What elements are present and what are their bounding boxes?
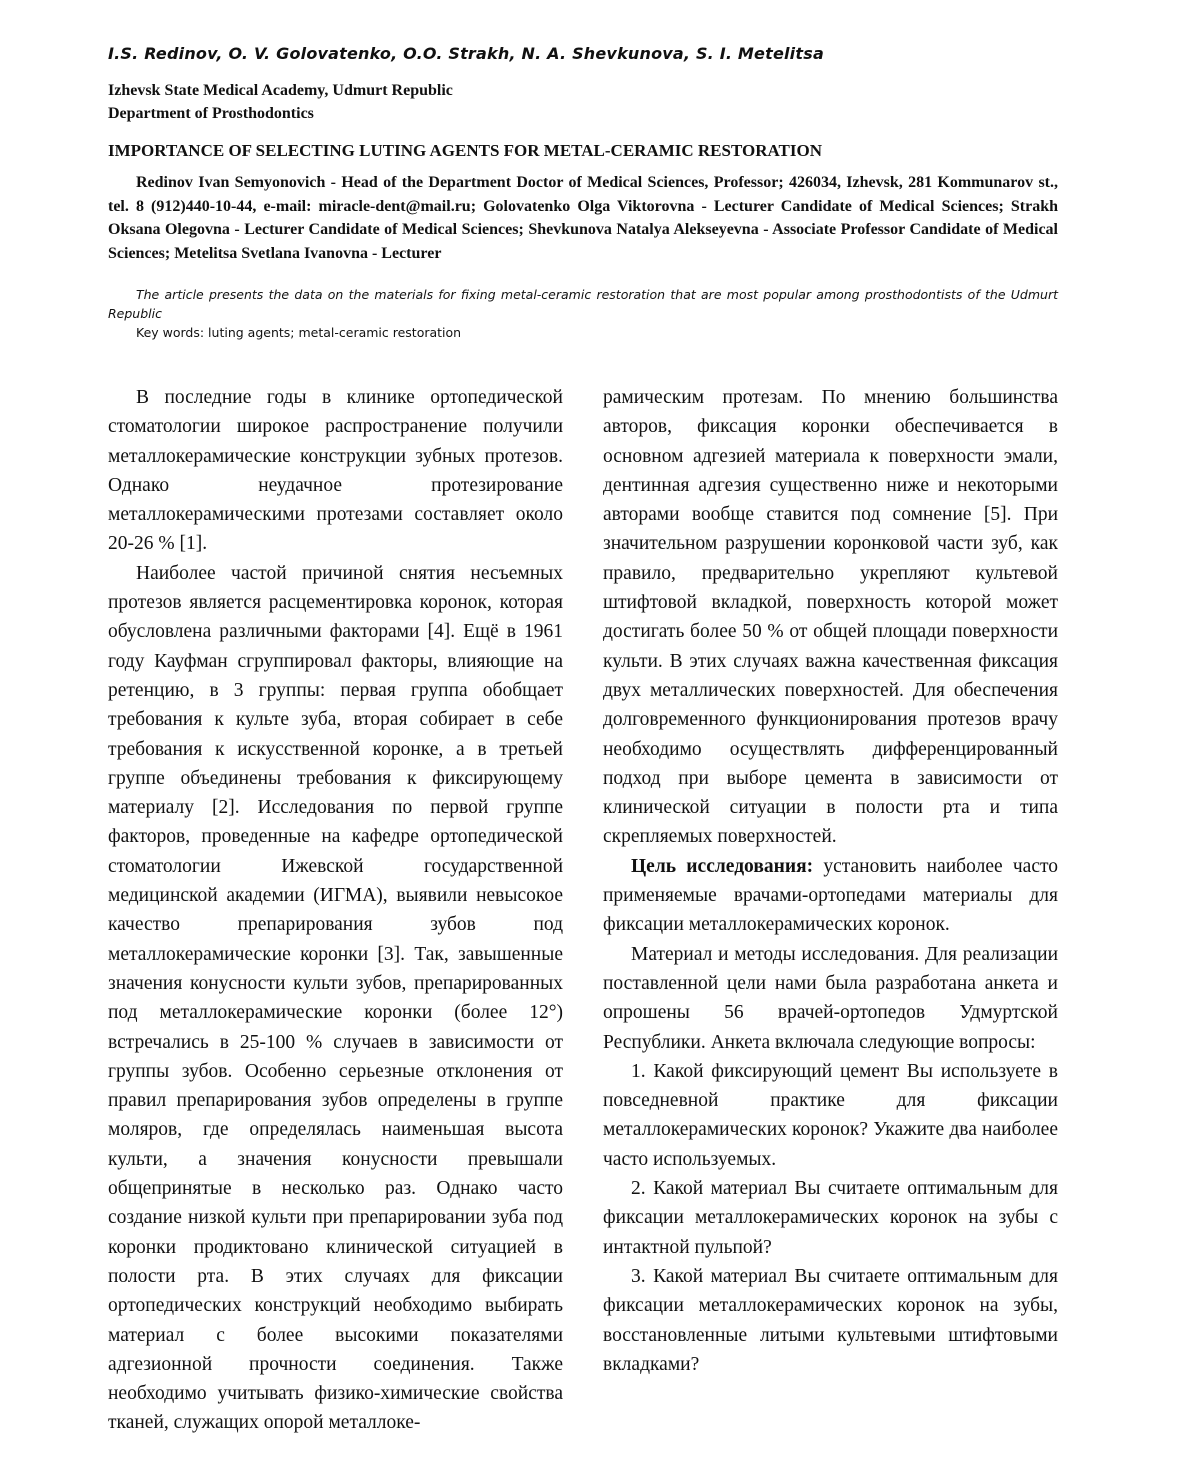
aim-label: Цель исследования: bbox=[631, 855, 814, 877]
aim-paragraph bbox=[603, 852, 1058, 940]
list-item: 2. Какой материал Вы считаете оптимальным для фиксации металлокерамических коронок на зубы с интактной пульпой? bbox=[603, 1178, 1058, 1258]
abstract: The article presents the data on the materials for fixing metal-ceramic restoration that are most popular among prosthodontists of the Udmurt Republic bbox=[108, 287, 1058, 321]
right-column bbox=[603, 383, 1058, 1438]
paragraph: Наиболее частой причиной снятия несъемных протезов является расцементировка коронок, которая обусловлена различными факторами [4]. Ещё в 1961 году Кауфман сгруппировал факторы, влияющие на ретенцию, в 3 группы: первая группа обобщает требования к культе зуба, вторая собирает в себе требования к искусственной коронке, а в третьей группе объединены требования к фиксирующему материалу [2]. Исследования по первой группе факторов, проведенные на кафедре ортопедической стоматологии Ижевской государственной медицинской академии (ИГМА), выявили невысокое качество препарирования зубов под металлокерамические коронки [3]. Так, завышенные значения конусности культи зубов, препарированных под металлокерамические коронки (более 12°) встречались в 25-100 % случаев в зависимости от группы зубов. Особенно серьезные отклонения от правил препарирования зубов определены в группе моляров, где определялась наименьшая высота культи, а значения конусности превышали общепринятые в несколько раз. Однако часто создание низкой культи при препарировании зуба под коронки продиктовано клинической ситуацией в полости рта. В этих случаях для фиксации ортопедических конструкций необходимо выбирать материал с более высокими показателями адгезионной прочности соединения. Также необходимо учитывать физико-химические свойства тканей, служащих опорой металлоке- bbox=[108, 562, 563, 1434]
aim-text: установить наиболее часто применяемые врачами-ортопедами материалы для фиксации металлокерамических коронок. bbox=[603, 855, 1058, 936]
article-header bbox=[108, 44, 1058, 342]
paragraph: Материал и методы исследования. Для реализации поставленной цели нами была разработана анкета и опрошены 56 врачей-ортопедов Удмуртской Республики. Анкета включала следующие вопросы: bbox=[603, 943, 1058, 1053]
paragraph: В последние годы в клинике ортопедической стоматологии широкое распространение получили металлокерамические конструкции зубных протезов. Однако неудачное протезирование металлокерамическими протезами составляет около 20-26 % [1]. bbox=[108, 387, 563, 555]
author-info: Redinov Ivan Semyonovich - Head of the Department Doctor of Medical Sciences, Professor; 426034, Izhevsk, 281 Kommunarov st., tel. 8 (912)440-10-44, e-mail: miracle-dent@mail.ru; Golovatenko Olga Viktorovna - Lecturer Candidate of Medical Sciences; Strakh Oksana Olegovna - Lecturer Candidate of Medical Sciences; Shevkunova Natalya Alekseyevna - Associate Professor Candidate of Medical Sciences; Metelitsa Svetlana Ivanovna - Lecturer bbox=[108, 174, 1058, 262]
authors: I.S. Redinov, O. V. Golovatenko, O.O. Strakh, N. A. Shevkunova, S. I. Metelitsa bbox=[108, 44, 824, 63]
paragraph: рамическим протезам. По мнению большинства авторов, фиксация коронки обеспечивается в основном адгезией материала к поверхности эмали, дентинная адгезия существенно ниже и некоторыми авторами вообще ставится под сомнение [5]. При значительном разрушении коронковой части зуб, как правило, предварительно укрепляют культевой штифтовой вкладкой, поверхность которой может достигать более 50 % от общей площади поверхности культи. В этих случаях важна качественная фиксация двух металлических поверхностей. Для обеспечения долговременного функционирования протезов врачу необходимо осуществлять дифференцированный подход при выборе цемента в зависимости от клинической ситуации в полости рта и типа скрепляемых поверхностей. bbox=[603, 387, 1058, 848]
list-item: 3. Какой материал Вы считаете оптимальным для фиксации металлокерамических коронок на зубы, восстановленные литыми культевыми штифтовыми вкладками? bbox=[603, 1265, 1058, 1375]
left-column bbox=[108, 383, 563, 1438]
affiliation-department: Department of Prosthodontics bbox=[108, 105, 314, 122]
keywords: Key words: luting agents; metal-ceramic restoration bbox=[136, 325, 462, 340]
list-item: 1. Какой фиксирующий цемент Вы используете в повседневной практике для фиксации металлокерамических коронок? Укажите два наиболее часто используемых. bbox=[603, 1060, 1058, 1170]
affiliation-institution: Izhevsk State Medical Academy, Udmurt Republic bbox=[108, 82, 453, 99]
article-title: IMPORTANCE OF SELECTING LUTING AGENTS FOR METAL-CERAMIC RESTORATION bbox=[108, 141, 822, 160]
article-body bbox=[108, 383, 1058, 1438]
